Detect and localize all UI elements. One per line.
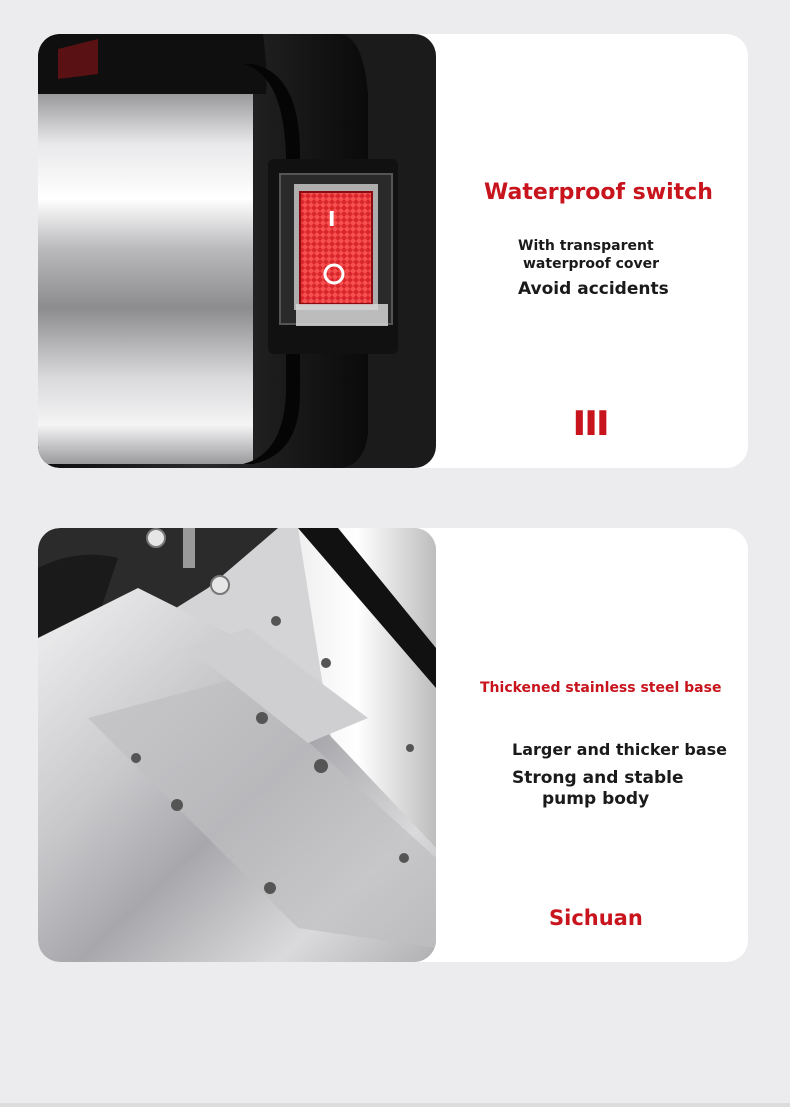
heading: Waterproof switch bbox=[484, 180, 713, 205]
feature-line-1: Larger and thicker base bbox=[512, 740, 728, 759]
subheading bbox=[518, 238, 668, 273]
subheading-line1: With transparent bbox=[518, 238, 654, 254]
brand-mark: III bbox=[572, 404, 608, 444]
feature-card-waterproof-switch bbox=[38, 34, 748, 468]
base-text-panel bbox=[436, 528, 748, 962]
switch-text-panel bbox=[436, 34, 748, 468]
heading: Thickened stainless steel base bbox=[480, 680, 722, 696]
switch-photo bbox=[38, 34, 436, 468]
subheading-line2: waterproof cover bbox=[523, 255, 660, 272]
base-photo bbox=[38, 528, 436, 962]
feature-line-2: Strong and stable bbox=[512, 768, 684, 788]
brand-name: Sichuan bbox=[549, 906, 643, 930]
switch-mark-on: I bbox=[328, 207, 336, 231]
tagline: Avoid accidents bbox=[518, 279, 669, 299]
feature-line-3: pump body bbox=[542, 789, 650, 809]
feature-card-steel-base bbox=[38, 528, 748, 962]
rocker-switch-illustration bbox=[38, 34, 436, 468]
stainless-base-illustration bbox=[38, 528, 436, 962]
bottom-divider bbox=[0, 1103, 790, 1107]
